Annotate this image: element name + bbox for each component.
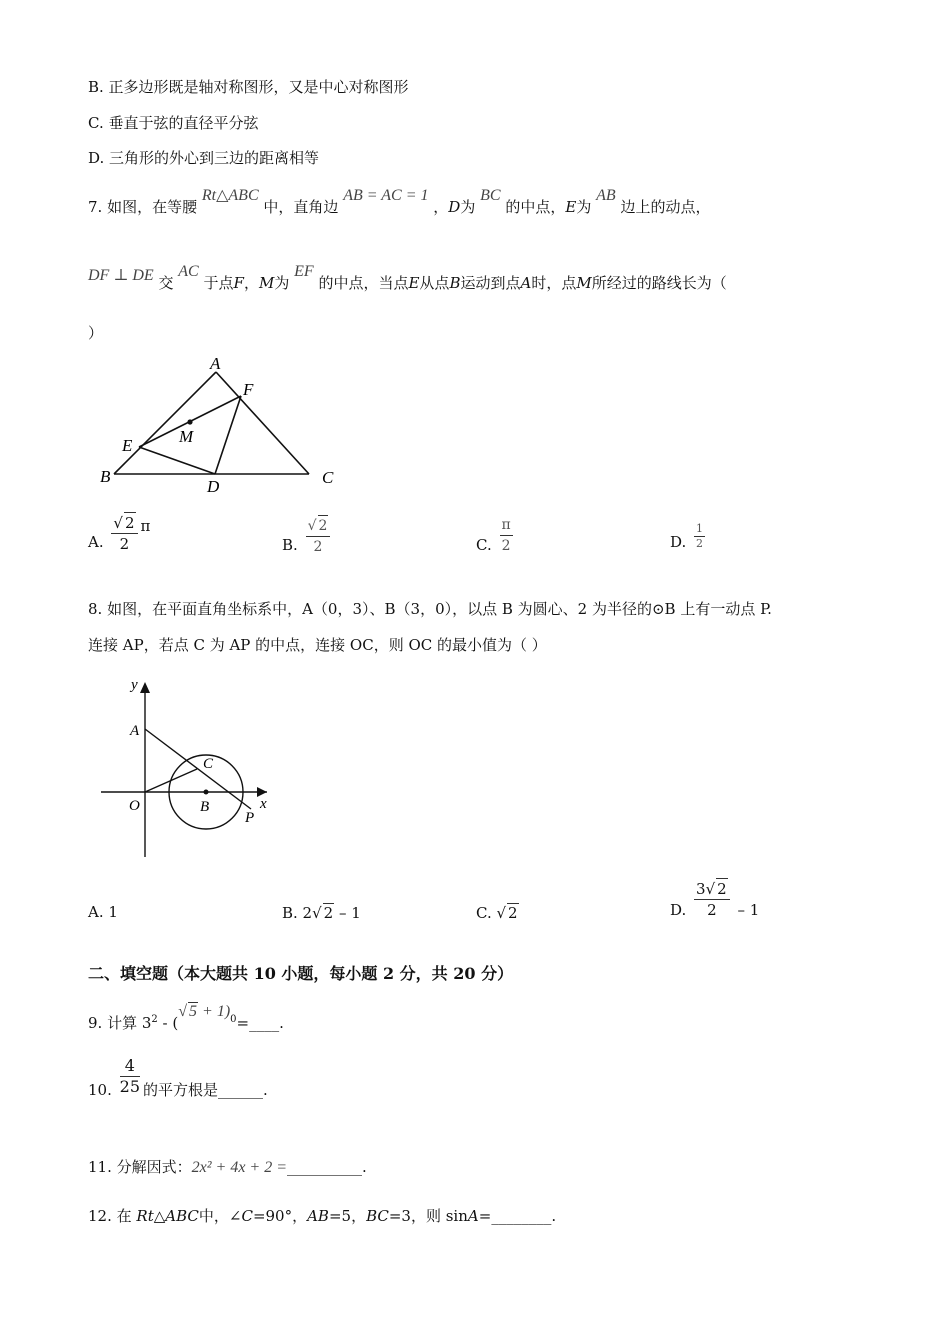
segment-oc — [145, 769, 197, 792]
q9: 9. 计算 $3^2$ - (√ 5 + 1)$^0$=____. — [88, 1003, 284, 1032]
q8-option-d: D. $\frac{3√ 2}{2}$ – 1 — [670, 880, 760, 919]
q8-line2: 连接 AP，若点 C 为 AP 的中点，连接 OC，则 OC 的最小值为（ ） — [88, 636, 547, 654]
q7-option-b: B. $\frac{√ 2}{2}$ — [282, 515, 333, 557]
label-b: B — [100, 467, 111, 486]
label-a: A — [130, 723, 140, 739]
segment-ed — [139, 447, 215, 474]
y-axis-arrow — [140, 682, 150, 693]
q8-option-b: B. 2√ 2 – 1 — [282, 904, 361, 922]
label-d: D — [207, 477, 220, 496]
q6-option-c: C. 垂直于弦的直径平分弦 — [88, 114, 259, 132]
q6-option-b: B. 正多边形既是轴对称图形，又是中心对称图形 — [88, 78, 409, 96]
q11: 11. 分解因式：2x² + 4x + 2 =__________. — [88, 1158, 367, 1176]
label-c: C — [203, 756, 214, 772]
section2-heading: 二、填空题（本大题共 10 小题，每小题 2 分，共 20 分） — [88, 964, 514, 983]
label-f: F — [243, 380, 254, 399]
label-p: P — [245, 810, 255, 826]
segment-ac — [216, 372, 309, 474]
label-e: E — [122, 436, 133, 455]
label-y: y — [131, 677, 138, 693]
q8-option-a: A. 1 — [88, 903, 118, 921]
q10: 10. $\frac{4}{25}$ 的平方根是______. — [88, 1056, 268, 1099]
q7-triangle-figure — [95, 352, 355, 497]
label-c: C — [322, 468, 334, 487]
label-x: x — [260, 796, 267, 812]
q7-line2: DF ⊥ DE 交 AC 于点F，M为 EF 的中点，当点E从点B运动到点A时，点M所经过的路线长为（ — [88, 263, 727, 292]
segment-ab — [114, 372, 216, 474]
label-a: A — [210, 354, 221, 373]
label-m: M — [179, 427, 194, 446]
q7-option-d: D. $\frac{1}{2}$ — [670, 522, 704, 551]
q7-close-paren: ） — [88, 324, 104, 342]
label-b: B — [200, 799, 210, 815]
q7-line1: 7. 如图，在等腰 Rt△ABC 中，直角边 AB = AC = 1 ，D为 BC 的中点，E为 AB 边上的动点， — [88, 187, 711, 216]
q8-option-c: C. √ 2 — [476, 904, 518, 922]
point-b — [204, 790, 209, 795]
q6-option-d: D. 三角形的外心到三边的距离相等 — [88, 149, 320, 167]
q8-coordinate-figure — [95, 672, 285, 864]
q12: 12. 在 Rt△ABC中，∠C=90°，AB=5，BC=3，则 sinA=________. — [88, 1207, 557, 1225]
q7-option-a: A. $\frac{√ 2}{2}$ π — [88, 514, 151, 553]
q8-line1: 8. 如图，在平面直角坐标系中，A（0，3）、B（3，0），以点 B 为圆心、2 为半径的⊙B 上有一动点 P. — [88, 600, 772, 618]
point-m — [187, 419, 192, 424]
q7-option-c: C. $\frac{\pi}{2}$ — [476, 517, 511, 554]
label-o: O — [129, 798, 140, 814]
